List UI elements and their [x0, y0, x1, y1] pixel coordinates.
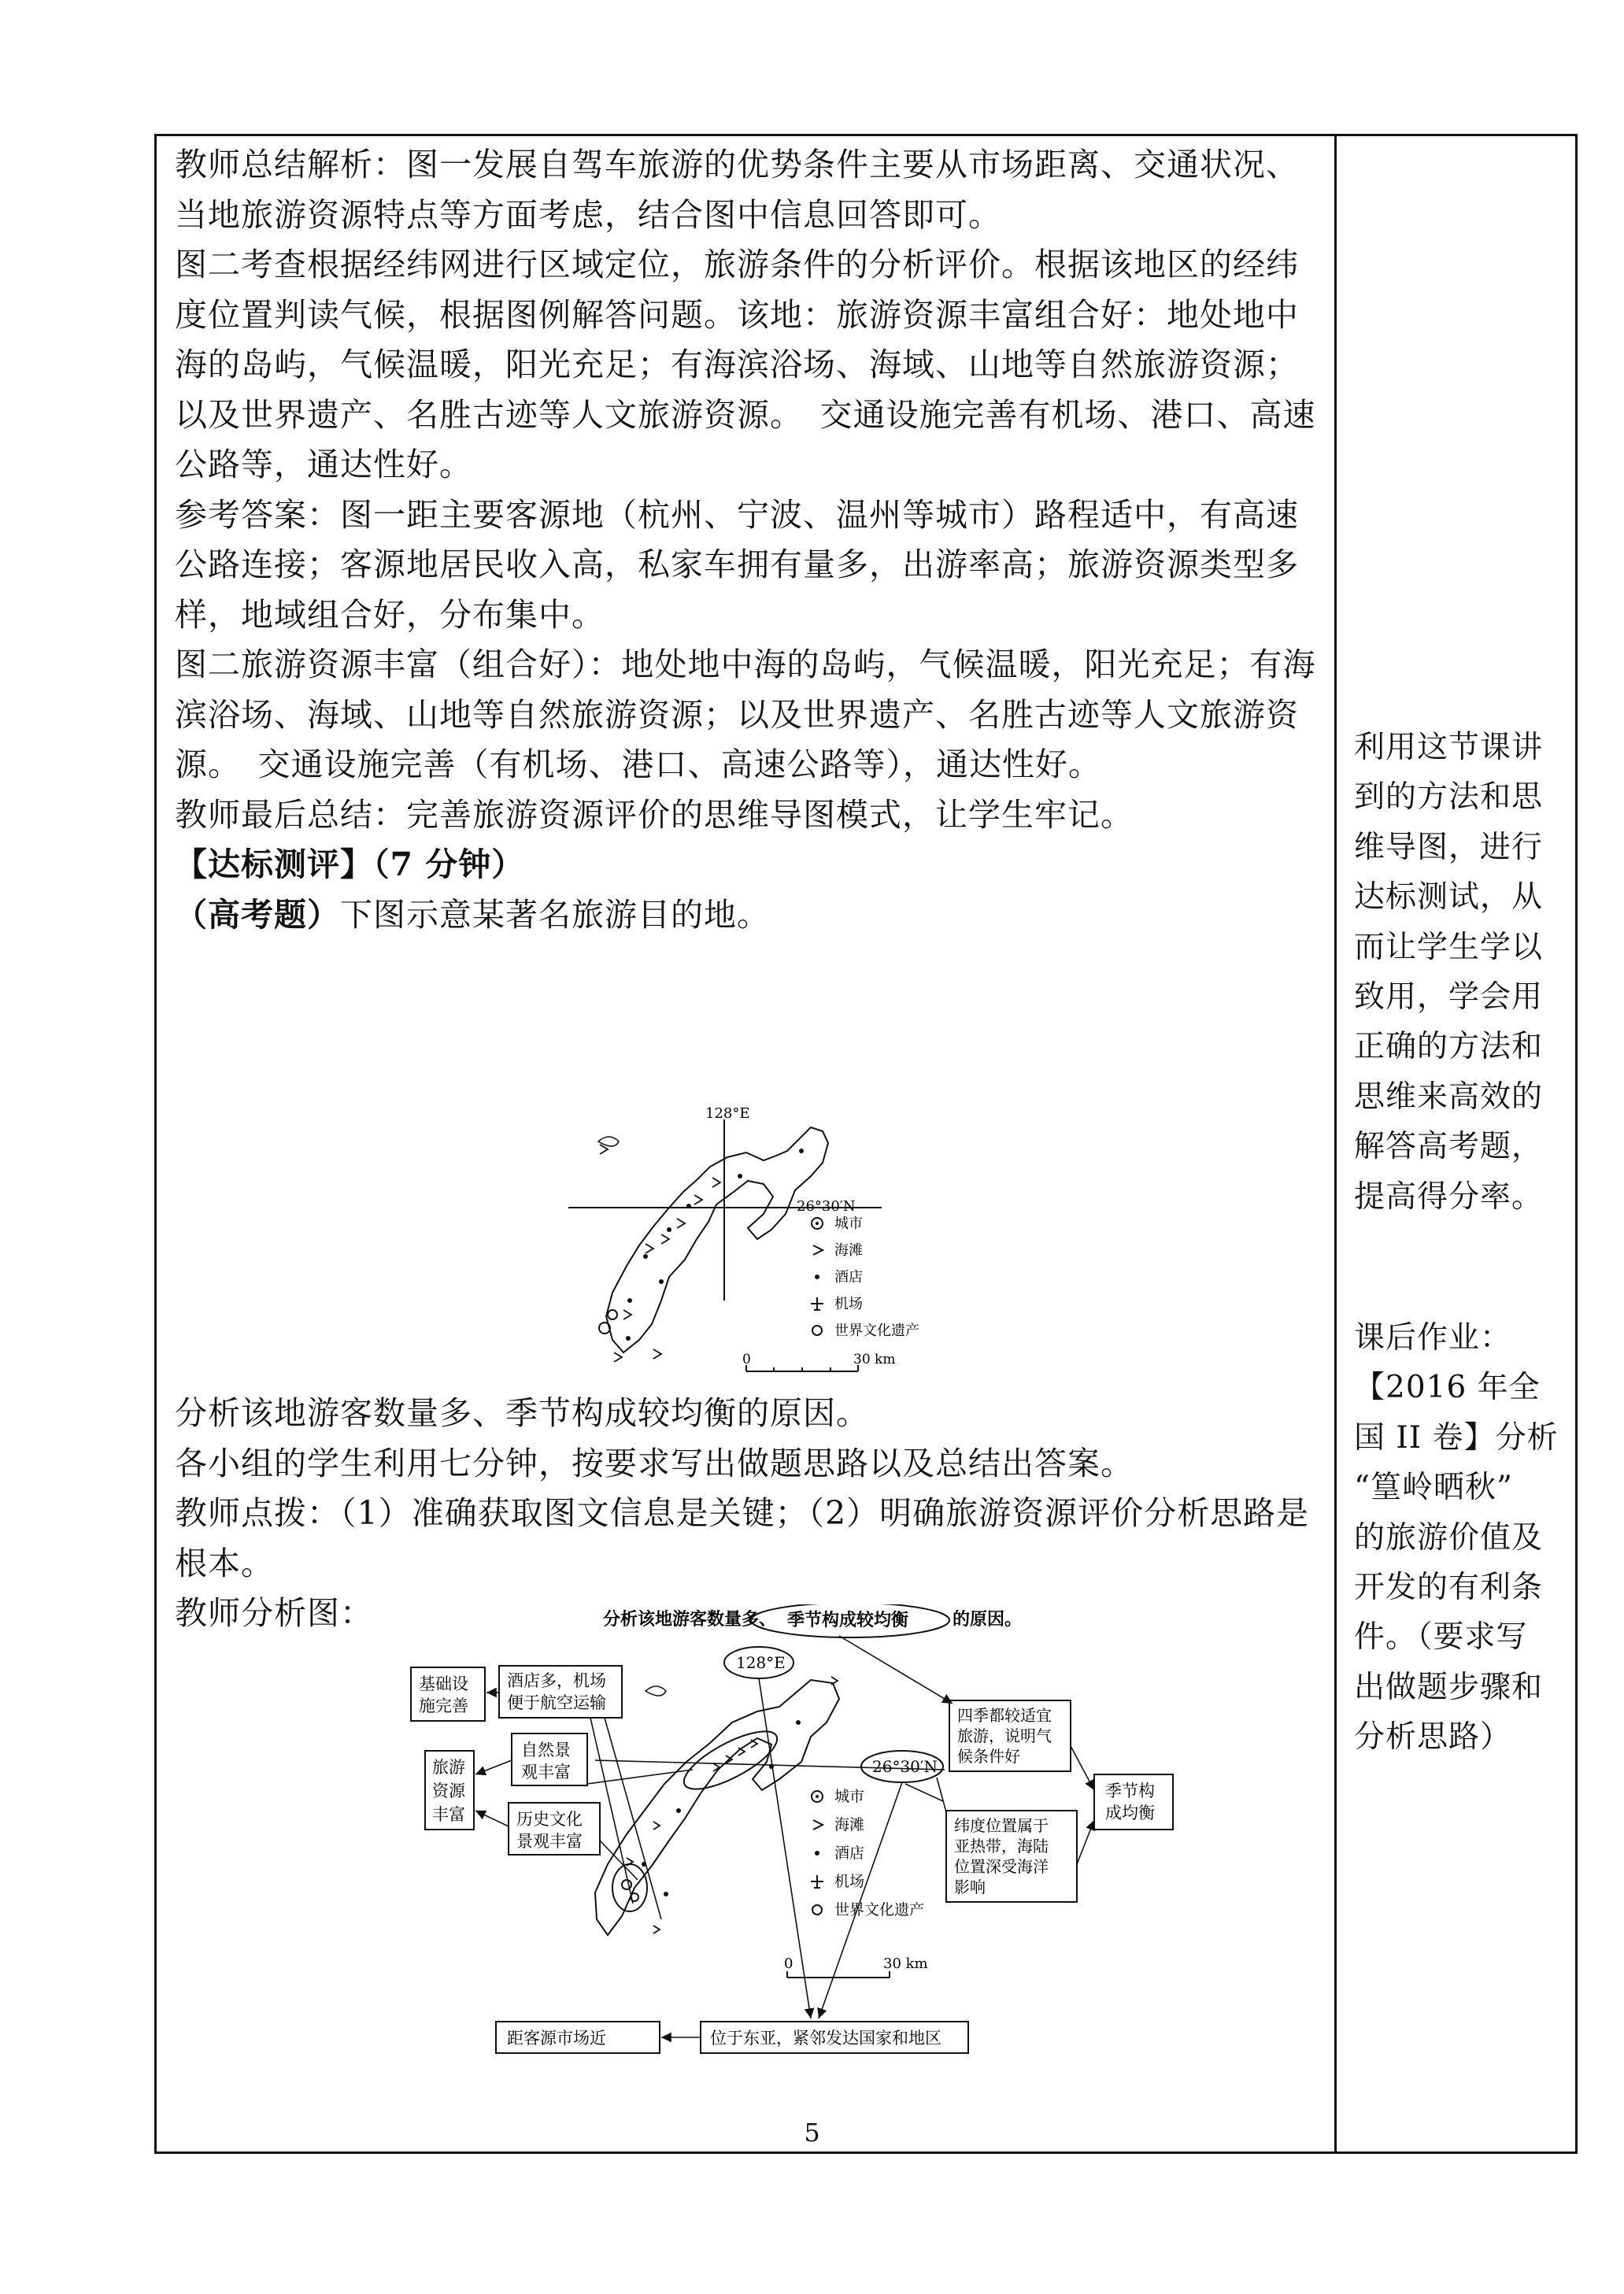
box-latitude-l3: 位置深受海洋 — [954, 1857, 1049, 1876]
box-natural-l1: 自然景 — [521, 1741, 571, 1759]
figure2-analysis: 图二考查根据经纬网进行区域定位，旅游条件的分析评价。根据该地区的经纬度位置判读气候，根据图例解答问题。该地：旅游资源丰富组合好：地处地中海的岛屿，气候温暖，阳光充足；有海滨浴场、海域、山地等自然旅游资源；以及世界遗产、名胜古迹等人文旅游资源。 交通设施完善有机场、港口、高速公路等，通达性好。 — [175, 246, 1316, 483]
diagram-legend-beach: 海滩 — [834, 1816, 865, 1833]
side-line: 解答高考题， — [1354, 1129, 1544, 1165]
group-task: 各小组的学生利用七分钟，按要求写出做题思路以及总结出答案。 — [175, 1444, 1134, 1482]
analysis-label: 教师分析图： — [175, 1594, 373, 1632]
side-line: 国 II 卷】分析 — [1354, 1419, 1559, 1456]
destination-map — [551, 1104, 960, 1403]
box-balanced-l2: 成均衡 — [1105, 1804, 1155, 1822]
main-column — [175, 140, 1316, 940]
box-latitude-l1: 纬度位置属于 — [954, 1816, 1049, 1835]
map-lat-label: 26°30′N — [797, 1198, 856, 1215]
map-legend-hotel: 酒店 — [834, 1269, 863, 1286]
side-line: 致用，学会用 — [1354, 979, 1544, 1016]
box-east-asia: 位于东亚，紧邻发达国家和地区 — [710, 2029, 941, 2048]
box-hotel-l2: 便于航空运输 — [507, 1693, 606, 1712]
analysis-diagram — [401, 1604, 1189, 2069]
diagram-legend-hotel: 酒店 — [834, 1844, 865, 1862]
side-line: 达标测试，从 — [1354, 879, 1544, 916]
map-scale-label: 30 km — [853, 1352, 896, 1367]
side-line: 开发的有利条 — [1354, 1570, 1544, 1606]
map-legend-beach: 海滩 — [834, 1242, 863, 1259]
side-line: 出做题步骤和 — [1354, 1669, 1544, 1705]
box-history-l2: 景观丰富 — [516, 1832, 583, 1851]
side-note-homework — [1354, 1313, 1565, 1763]
diagram-title-prefix: 分析该地游客数量多、 — [603, 1609, 777, 1630]
question-text: 下图示意某著名旅游目的地。 — [340, 895, 770, 934]
question-prompt: 分析该地游客数量多、季节构成较均衡的原因。 — [175, 1394, 869, 1432]
teacher-hint: 教师点拨：（1）准确获取图文信息是关键；（2）明确旅游资源评价分析思路是根本。 — [175, 1494, 1310, 1582]
side-line: 正确的方法和 — [1354, 1029, 1544, 1065]
diagram-title-oval: 季节构成较均衡 — [787, 1610, 909, 1630]
box-latitude-l4: 影响 — [954, 1878, 986, 1896]
figure2-answer: 图二旅游资源丰富（组合好）：地处地中海的岛屿，气候温暖，阳光充足；有海滨浴场、海域、山地等自然旅游资源；以及世界遗产、名胜古迹等人文旅游资源。 交通设施完善（有机场、港口、高速公路等），通达性好。 — [175, 646, 1316, 783]
map-lon-label: 128°E — [705, 1105, 750, 1122]
side-line: 分析思路） — [1354, 1719, 1512, 1756]
section-heading: 【达标测评】（7 分钟） — [175, 845, 525, 883]
side-line: 【2016 年全 — [1354, 1370, 1541, 1406]
side-line: 课后作业： — [1354, 1320, 1512, 1356]
box-infra-l1: 基础设 — [419, 1674, 468, 1693]
side-line: 思维来高效的 — [1354, 1079, 1544, 1115]
reference-answer: 参考答案：图一距主要客源地（杭州、宁波、温州等城市）路程适中，有高速公路连接；客源地居民收入高，私家车拥有量多，出游率高；旅游资源类型多样，地域组合好，分布集中。 — [175, 495, 1299, 634]
map-legend-city: 城市 — [834, 1215, 863, 1232]
map-scale-zero: 0 — [742, 1352, 751, 1367]
question-line — [175, 890, 1316, 941]
box-infra-l2: 施完善 — [419, 1696, 468, 1715]
map-legend-heritage: 世界文化遗产 — [834, 1323, 919, 1339]
side-line: 利用这节课讲 — [1354, 730, 1544, 765]
diagram-legend-city: 城市 — [834, 1788, 865, 1805]
side-line: “篁岭晒秋” — [1354, 1470, 1513, 1506]
box-hotel-l1: 酒店多，机场 — [507, 1671, 606, 1690]
side-line: 提高得分率。 — [1354, 1178, 1544, 1215]
box-seasons-l3: 候条件好 — [957, 1747, 1020, 1766]
side-note-method — [1354, 723, 1565, 1222]
box-natural-l2: 观丰富 — [521, 1763, 571, 1782]
diagram-lon-label: 128°E — [736, 1653, 786, 1672]
page-number: 5 — [804, 2118, 820, 2148]
side-line: 到的方法和思 — [1354, 779, 1544, 816]
box-latitude-l2: 亚热带，海陆 — [954, 1837, 1049, 1856]
box-seasons-l2: 旅游，说明气 — [957, 1726, 1052, 1745]
map-legend-airport: 机场 — [834, 1296, 863, 1312]
box-history-l1: 历史文化 — [516, 1810, 583, 1829]
final-summary: 教师最后总结：完善旅游资源评价的思维导图模式，让学生牢记。 — [175, 795, 1134, 834]
box-resources-l1: 旅游 — [432, 1758, 465, 1777]
diagram-legend-airport: 机场 — [834, 1873, 865, 1890]
side-line: 维导图，进行 — [1354, 829, 1544, 865]
box-resources-l2: 资源 — [432, 1782, 465, 1800]
diagram-scale-label: 30 km — [883, 1955, 928, 1972]
box-near-market: 距客源市场近 — [507, 2029, 606, 2048]
diagram-legend-heritage: 世界文化遗产 — [834, 1901, 925, 1918]
box-seasons-l1: 四季都较适宜 — [957, 1706, 1052, 1725]
column-divider — [1334, 134, 1337, 2154]
diagram-lat-label: 26°30′N — [872, 1757, 938, 1776]
side-line: 的旅游价值及 — [1354, 1519, 1544, 1556]
question-tag: （高考题） — [175, 895, 340, 934]
side-line: 而让学生学以 — [1354, 929, 1544, 965]
box-balanced-l1: 季节构 — [1105, 1782, 1155, 1800]
diagram-scale-zero: 0 — [784, 1955, 794, 1972]
diagram-title-suffix: 的原因。 — [953, 1609, 1023, 1630]
side-line: 件。（要求写 — [1354, 1619, 1528, 1656]
teacher-summary: 教师总结解析：图一发展自驾车旅游的优势条件主要从市场距离、交通状况、当地旅游资源特点等方面考虑，结合图中信息回答即可。 — [175, 146, 1299, 234]
box-resources-l3: 丰富 — [432, 1805, 465, 1824]
after-map-text — [175, 1389, 1316, 1639]
